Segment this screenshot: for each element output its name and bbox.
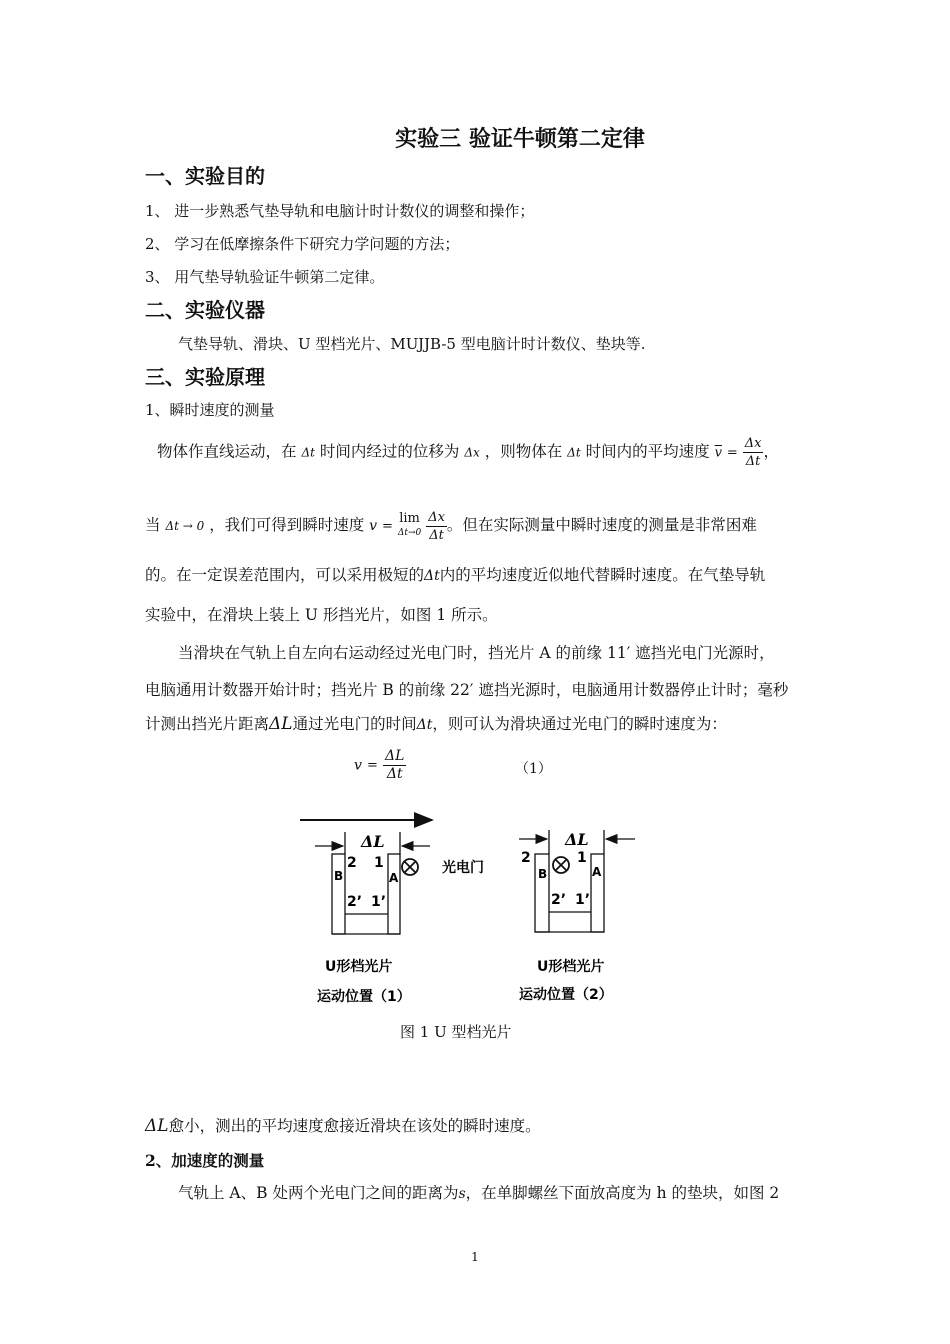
- purpose-item-2: 2、 学习在低摩擦条件下研究力学问题的方法；: [145, 235, 460, 253]
- svg-text:B: B: [334, 869, 344, 883]
- svg-text:1’: 1’: [575, 892, 591, 908]
- principle-line-6: 电脑通用计数器开始计时；挡光片 B 的前缘 22′ 遮挡光源时，电脑通用计数器停止计时；毫秒: [145, 681, 789, 699]
- delta-t: Δt: [301, 445, 315, 460]
- acceleration-line-1: 气轨上 A、B 处两个光电门之间的距离为s，在单脚螺丝下面放高度为 h 的垫块，如图 2: [178, 1184, 780, 1202]
- figure-u-shaped-shutter: [295, 810, 655, 1010]
- light-gate-icon: [553, 857, 569, 873]
- subheading-acceleration: 2、加速度的测量: [145, 1151, 265, 1170]
- position-label-2: 运动位置（2）: [519, 987, 613, 1003]
- shutter-name-2: U形档光片: [537, 959, 605, 975]
- purpose-item-1: 1、 进一步熟悉气垫导轨和电脑计时计数仪的调整和操作；: [145, 202, 535, 220]
- principle-line-3: 的。在一定误差范围内，可以采用极短的Δt内的平均速度近似地代替瞬时速度。在气垫导轨: [145, 566, 766, 584]
- average-velocity-symbol: $\overline{v}$: [714, 445, 722, 461]
- light-gate-icon: [402, 859, 418, 875]
- svg-text:2: 2: [347, 855, 357, 871]
- figure-caption: 图 1 U 型档光片: [400, 1023, 512, 1041]
- principle-line-5: 当滑块在气轨上自左向右运动经过光电门时，挡光片 A 的前缘 11′ 遮挡光电门光源时，: [178, 644, 775, 662]
- purpose-item-3: 3、 用气垫导轨验证牛顿第二定律。: [145, 268, 385, 286]
- svg-text:A: A: [592, 865, 602, 879]
- shutter-name-1: U形档光片: [325, 959, 393, 975]
- equation-1: v = $\frac{\Delta L}{\Delta t}$: [354, 748, 405, 782]
- svg-text:1: 1: [577, 850, 587, 866]
- limit-condition: Δt → 0: [165, 519, 205, 533]
- svg-text:A: A: [389, 871, 399, 885]
- svg-text:B: B: [538, 867, 548, 881]
- delta-x: Δx: [464, 445, 480, 460]
- svg-text:1’: 1’: [371, 894, 387, 910]
- delta-l-label-2: ΔL: [565, 830, 589, 849]
- equation-number: （1）: [515, 761, 552, 777]
- page-number: 1: [471, 1250, 479, 1264]
- svg-text:2’: 2’: [347, 894, 363, 910]
- principle-line-4: 实验中，在滑块上装上 U 形挡光片，如图 1 所示。: [145, 606, 498, 624]
- light-gate-label: 光电门: [442, 860, 484, 876]
- subheading-instant-velocity: 1、瞬时速度的测量: [145, 401, 275, 419]
- svg-text:2’: 2’: [551, 892, 567, 908]
- page-title: 实验三 验证牛顿第二定律: [395, 127, 645, 152]
- position-label-1: 运动位置（1）: [317, 989, 411, 1005]
- principle-line-2: 当 Δt → 0 ，我们可得到瞬时速度 v = lim Δt→0 $\frac{\Delta x}{\Delta t}$ 。但在实际测量中瞬时速度的测量是非常困难: [145, 509, 757, 543]
- principle-line-7: 计测出挡光片距离ΔL通过光电门的时间Δt，则可认为滑块通过光电门的瞬时速度为：: [145, 714, 727, 734]
- section-heading-principle: 三、实验原理: [145, 365, 265, 389]
- section-heading-purpose: 一、实验目的: [145, 164, 265, 188]
- limit-operator: lim Δt→0: [397, 511, 422, 538]
- shutter-position-1: [315, 832, 484, 1005]
- after-figure-text: ΔL愈小，测出的平均速度愈接近滑块在该处的瞬时速度。: [145, 1116, 541, 1136]
- section-heading-apparatus: 二、实验仪器: [145, 298, 265, 322]
- svg-text:1: 1: [374, 855, 384, 871]
- delta-t: Δt: [567, 445, 581, 460]
- principle-line-1: 物体作直线运动，在 Δt 时间内经过的位移为 Δx ，则物体在 Δt 时间内的平均速度 $\overline{v}$ = $\frac{\Delta x}{\Delta t}$ ，: [157, 436, 779, 469]
- delta-l-label-1: ΔL: [361, 832, 385, 851]
- shutter-position-2: [519, 830, 635, 1003]
- fraction-dx-dt-limit: $\frac{\Delta x}{\Delta t}$: [428, 509, 445, 543]
- apparatus-text: 气垫导轨、滑块、U 型档光片、MUJJB-5 型电脑计时计数仪、垫块等.: [178, 335, 646, 353]
- svg-text:2: 2: [521, 850, 531, 866]
- fraction-dx-dt: $\frac{\Delta x}{\Delta t}$: [744, 436, 762, 469]
